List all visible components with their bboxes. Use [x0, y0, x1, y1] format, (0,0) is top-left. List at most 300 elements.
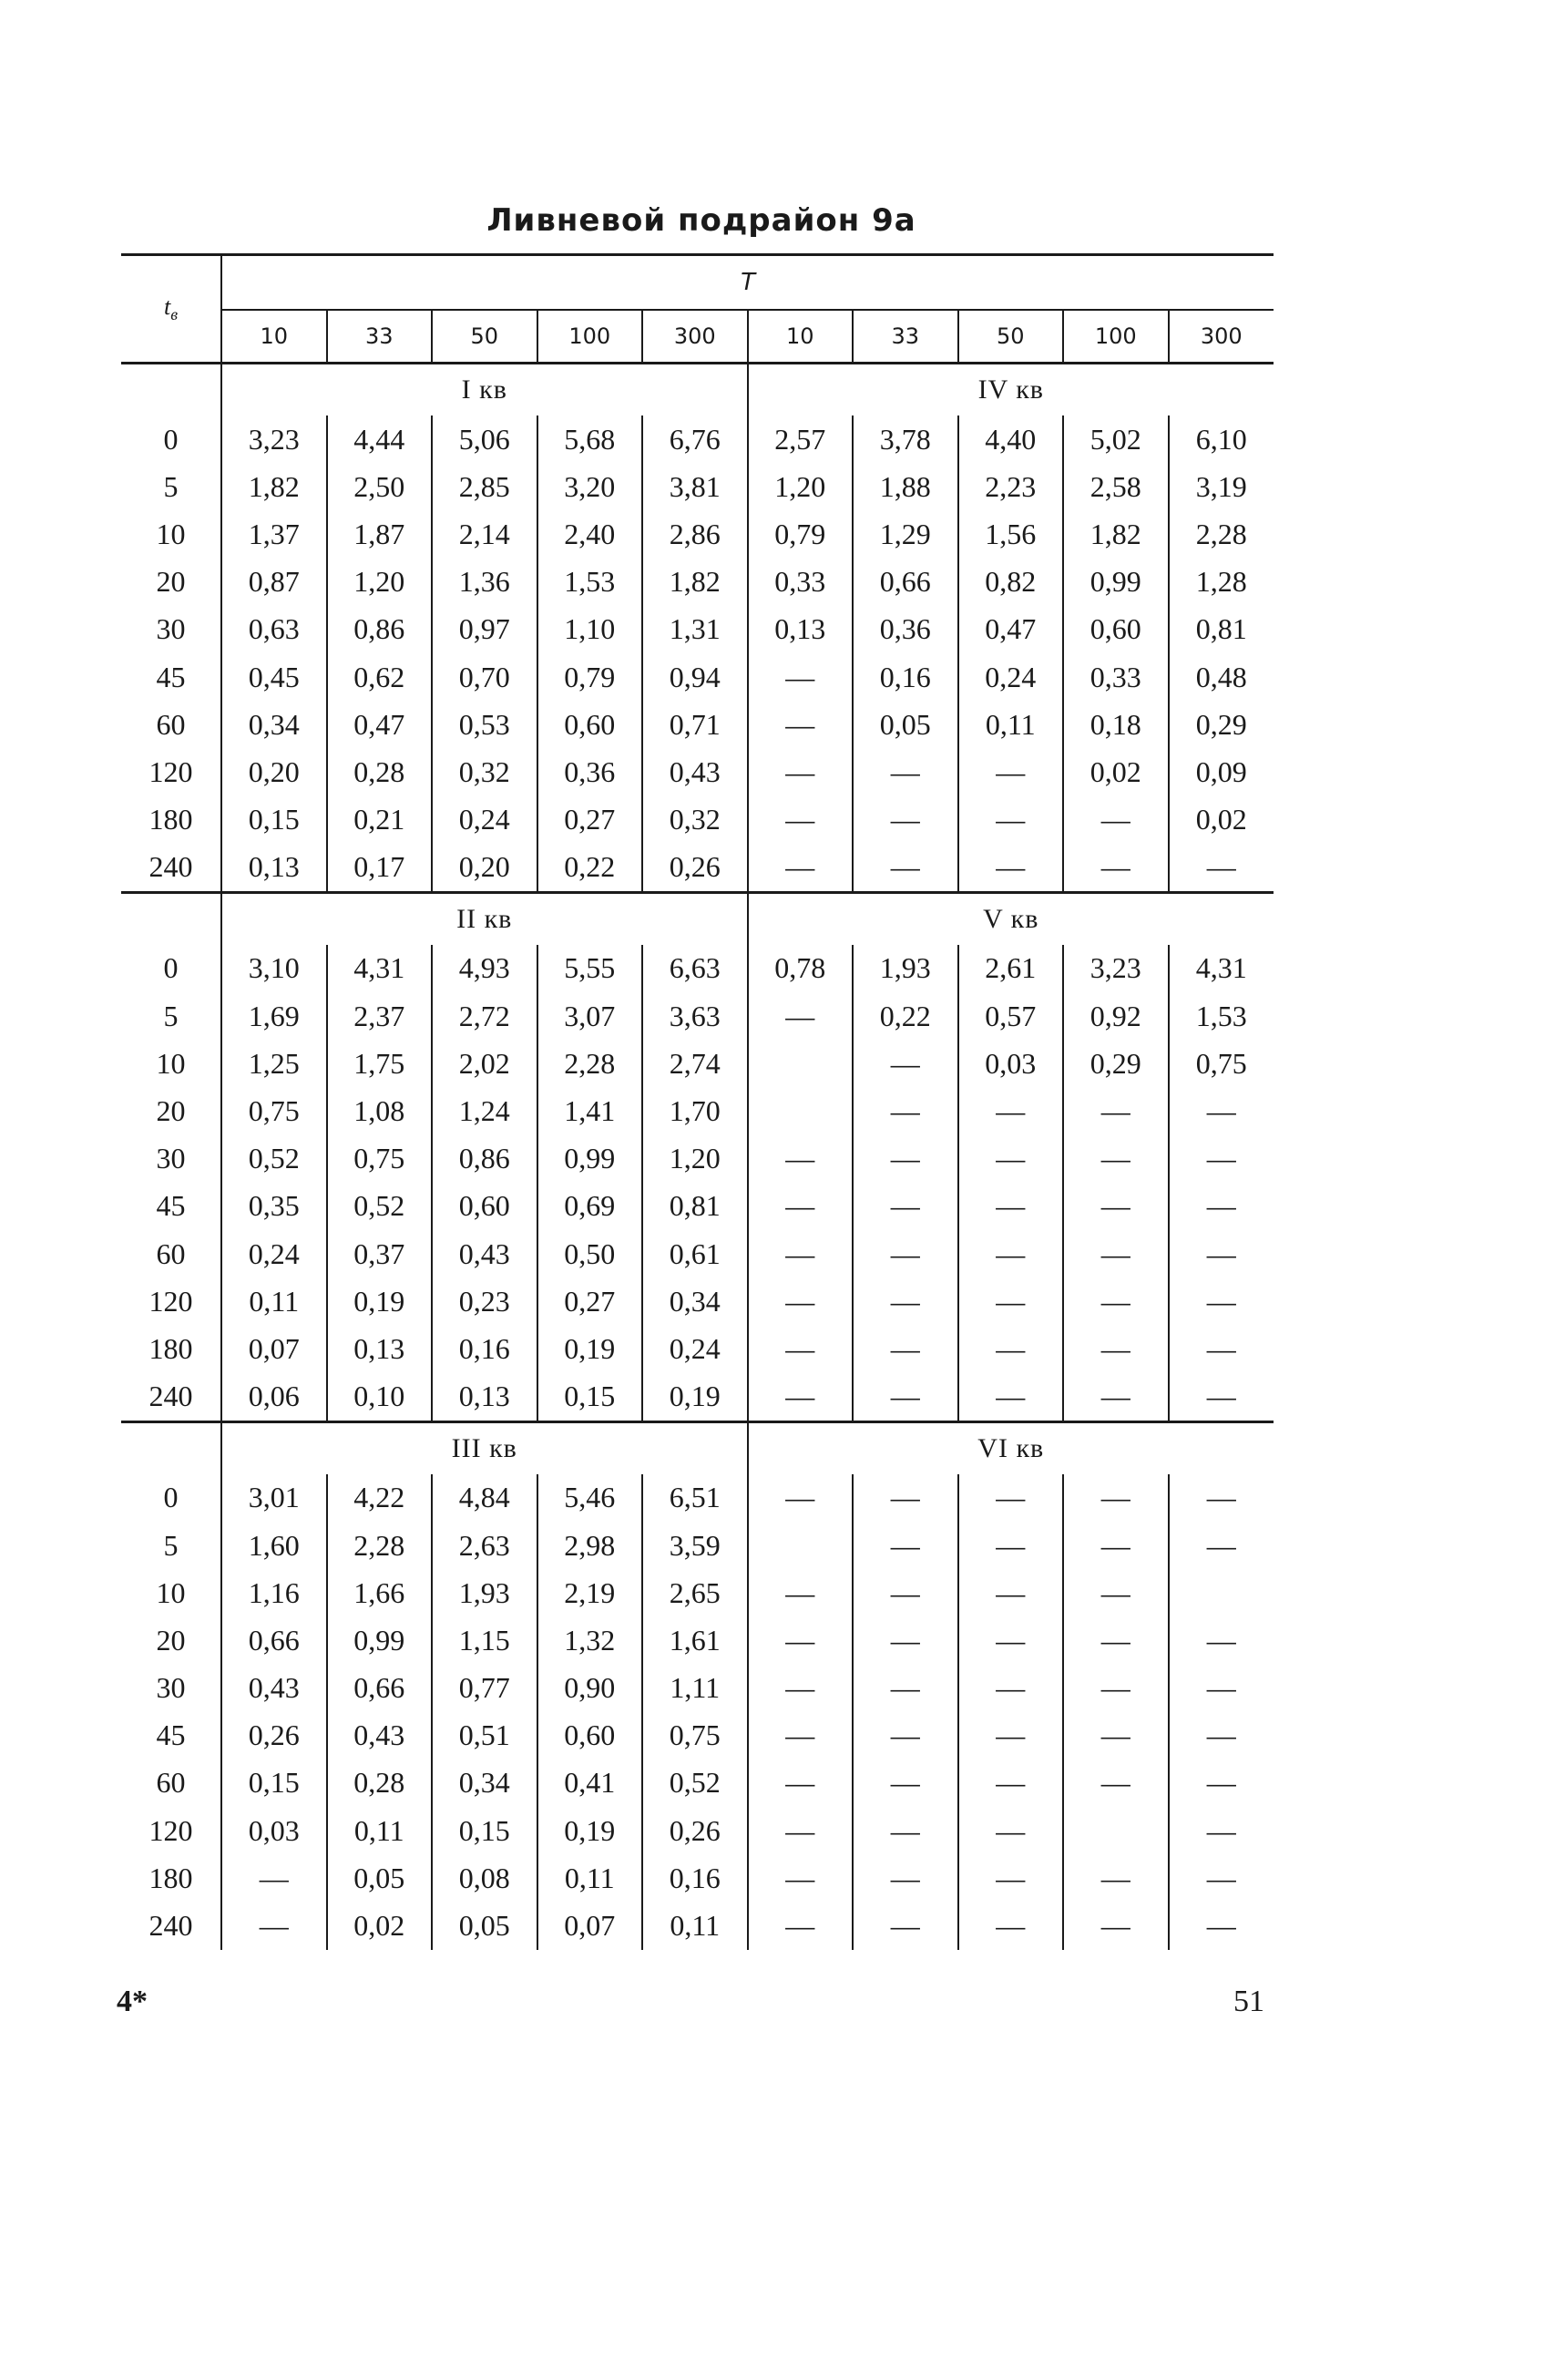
table-cell: 0,36 — [853, 606, 958, 653]
table-cell: — — [853, 1759, 958, 1807]
table-cell: — — [1169, 1474, 1274, 1522]
table-cell: 1,60 — [221, 1522, 327, 1569]
table-cell: 0,34 — [432, 1759, 537, 1807]
table-cell: 0,60 — [537, 1712, 643, 1759]
table-cell: — — [958, 1665, 1064, 1712]
table-cell: — — [221, 1854, 327, 1902]
table-cell: 3,78 — [853, 415, 958, 463]
table-cell: 0,45 — [221, 653, 327, 701]
table-cell: — — [1169, 1665, 1274, 1712]
table-row — [121, 1277, 1274, 1325]
table-cell: — — [1169, 1277, 1274, 1325]
table-cell: 0,99 — [537, 1135, 643, 1183]
table-cell: 2,57 — [748, 415, 854, 463]
row-t-value: 10 — [156, 1575, 186, 1609]
table-cell: 0,16 — [853, 653, 958, 701]
row-t-value: 30 — [156, 1142, 186, 1175]
row-t-value: 120 — [148, 1813, 193, 1847]
table-cell: — — [958, 1230, 1064, 1277]
table-cell: — — [853, 1373, 958, 1422]
table-cell: 3,59 — [642, 1522, 748, 1569]
table-cell: 0,47 — [958, 606, 1064, 653]
table-cell: — — [748, 992, 854, 1040]
row-t-value: 45 — [156, 1189, 186, 1223]
table-cell — [1169, 1569, 1274, 1616]
table-cell: 0,32 — [642, 796, 748, 844]
table-cell: — — [1063, 1616, 1169, 1664]
table-cell: — — [853, 1277, 958, 1325]
table-cell: 0,11 — [537, 1854, 643, 1902]
table-cell: 0,10 — [327, 1373, 433, 1422]
table-row — [121, 945, 1274, 992]
table-cell: — — [748, 653, 854, 701]
table-cell: 4,31 — [1169, 945, 1274, 992]
table-cell: 1,93 — [853, 945, 958, 992]
table-cell: 0,27 — [537, 796, 643, 844]
table-cell: 4,22 — [327, 1474, 433, 1522]
table-cell: — — [748, 1665, 854, 1712]
table-cell: — — [748, 1902, 854, 1949]
table-cell: — — [1169, 1087, 1274, 1134]
row-t-value: 60 — [156, 1236, 186, 1270]
table-cell: 0,60 — [537, 701, 643, 748]
table-cell: 0,50 — [537, 1230, 643, 1277]
table-cell: 0,24 — [642, 1325, 748, 1372]
table-cell: 0,75 — [642, 1712, 748, 1759]
table-cell: 2,28 — [537, 1040, 643, 1087]
table-cell: 1,25 — [221, 1040, 327, 1087]
table-cell: — — [1169, 1712, 1274, 1759]
table-cell: — — [1063, 1325, 1169, 1372]
table-cell: 2,19 — [537, 1569, 643, 1616]
empty-cell — [121, 1421, 221, 1474]
table-cell: — — [1169, 1135, 1274, 1183]
table-cell: 0,15 — [432, 1807, 537, 1854]
table-row — [121, 1474, 1274, 1522]
table-cell: 2,28 — [1169, 510, 1274, 558]
table-row — [121, 796, 1274, 844]
table-cell: — — [958, 1087, 1064, 1134]
table-cell: — — [1063, 1183, 1169, 1230]
table-cell: 1,16 — [221, 1569, 327, 1616]
table-cell: — — [1169, 1325, 1274, 1372]
table-cell: — — [958, 1522, 1064, 1569]
table-cell: — — [958, 1712, 1064, 1759]
table-cell: 0,13 — [221, 844, 327, 893]
table-cell: — — [1063, 844, 1169, 893]
table-cell: 2,37 — [327, 992, 433, 1040]
table-cell: — — [1063, 1474, 1169, 1522]
table-cell: 0,43 — [642, 748, 748, 795]
table-cell: — — [748, 796, 854, 844]
table-cell: — — [958, 1277, 1064, 1325]
table-cell: 0,33 — [1063, 653, 1169, 701]
t-value-header: 33 — [853, 310, 958, 364]
table-cell: 0,22 — [537, 844, 643, 893]
table-cell: — — [958, 1135, 1064, 1183]
table-row — [121, 1522, 1274, 1569]
table-cell: — — [853, 1087, 958, 1134]
page-number: 51 — [1233, 1985, 1264, 2018]
row-t-value: 240 — [148, 1909, 193, 1943]
row-t-value: 5 — [163, 1528, 179, 1562]
period-header-row — [121, 1421, 1274, 1474]
table-cell: 0,82 — [958, 559, 1064, 606]
table-cell: 3,23 — [1063, 945, 1169, 992]
table-cell: — — [958, 1902, 1064, 1949]
t-value-header: 50 — [958, 310, 1064, 364]
table-row — [121, 606, 1274, 653]
table-cell: — — [853, 1807, 958, 1854]
table-cell: 0,79 — [748, 510, 854, 558]
row-t-value: 30 — [156, 612, 186, 646]
table-cell: 0,15 — [221, 796, 327, 844]
table-cell: 0,05 — [853, 701, 958, 748]
row-label-header — [121, 255, 221, 364]
table-cell: 1,88 — [853, 463, 958, 510]
table-cell: 0,26 — [642, 844, 748, 893]
table-cell: 5,68 — [537, 415, 643, 463]
table-cell: — — [1063, 1712, 1169, 1759]
table-cell: 0,16 — [642, 1854, 748, 1902]
table-cell: 0,78 — [748, 945, 854, 992]
table-row — [121, 1230, 1274, 1277]
t-value-header: 100 — [1063, 310, 1169, 364]
table-cell: 0,28 — [327, 1759, 433, 1807]
table-cell: 4,84 — [432, 1474, 537, 1522]
table-cell: 1,69 — [221, 992, 327, 1040]
table-cell: 0,69 — [537, 1183, 643, 1230]
table-cell: — — [1169, 1854, 1274, 1902]
table-cell: 0,43 — [327, 1712, 433, 1759]
t-values-row — [121, 310, 1274, 364]
table-cell: 0,41 — [537, 1759, 643, 1807]
table-cell: 0,53 — [432, 701, 537, 748]
table-cell: 0,24 — [221, 1230, 327, 1277]
table-cell: — — [958, 1183, 1064, 1230]
table-cell: 0,13 — [327, 1325, 433, 1372]
period-label-left: II кв — [221, 892, 748, 945]
table-cell: 2,40 — [537, 510, 643, 558]
table-cell: 1,20 — [327, 559, 433, 606]
table-cell — [748, 1522, 854, 1569]
table-cell: 5,06 — [432, 415, 537, 463]
table-cell: — — [748, 1183, 854, 1230]
table-cell: 1,93 — [432, 1569, 537, 1616]
table-row — [121, 1665, 1274, 1712]
table-cell: 6,63 — [642, 945, 748, 992]
table-row — [121, 1854, 1274, 1902]
table-cell: 0,60 — [432, 1183, 537, 1230]
table-row — [121, 844, 1274, 893]
table-cell: 0,51 — [432, 1712, 537, 1759]
table-cell: — — [853, 1040, 958, 1087]
table-cell: 0,05 — [432, 1902, 537, 1949]
row-t-value: 120 — [148, 754, 193, 788]
table-cell: — — [958, 1373, 1064, 1422]
table-cell: 1,11 — [642, 1665, 748, 1712]
table-cell: 0,19 — [327, 1277, 433, 1325]
table-row — [121, 653, 1274, 701]
row-t-value: 10 — [156, 517, 186, 550]
row-t-value: 120 — [148, 1284, 193, 1318]
table-cell: 4,44 — [327, 415, 433, 463]
table-cell: — — [1169, 1902, 1274, 1949]
table-cell: 0,94 — [642, 653, 748, 701]
table-cell: — — [1063, 796, 1169, 844]
table-cell: 1,75 — [327, 1040, 433, 1087]
table-cell: 2,28 — [327, 1522, 433, 1569]
table-cell: — — [958, 796, 1064, 844]
table-cell: 1,28 — [1169, 559, 1274, 606]
table-cell: 1,53 — [1169, 992, 1274, 1040]
table-cell: 5,02 — [1063, 415, 1169, 463]
table-cell: 0,32 — [432, 748, 537, 795]
table-cell: 4,93 — [432, 945, 537, 992]
row-t-value: 20 — [156, 1623, 186, 1657]
table-cell: — — [748, 1135, 854, 1183]
table-row — [121, 1569, 1274, 1616]
table-cell: — — [1169, 1522, 1274, 1569]
table-cell: 6,51 — [642, 1474, 748, 1522]
table-cell: 1,29 — [853, 510, 958, 558]
table-cell: 0,70 — [432, 653, 537, 701]
table-cell: — — [958, 1616, 1064, 1664]
table-cell: 0,99 — [327, 1616, 433, 1664]
t-value-header: 100 — [537, 310, 643, 364]
table-cell: 0,07 — [221, 1325, 327, 1372]
table-cell: 0,05 — [327, 1854, 433, 1902]
table-cell: — — [1063, 1522, 1169, 1569]
table-cell: 0,35 — [221, 1183, 327, 1230]
table-cell: — — [748, 1277, 854, 1325]
table-cell: 0,86 — [327, 606, 433, 653]
table-cell: — — [853, 748, 958, 795]
row-t-value: 60 — [156, 707, 186, 741]
table-cell: — — [853, 1325, 958, 1372]
row-t-value: 45 — [156, 1718, 186, 1752]
table-cell: 0,52 — [327, 1183, 433, 1230]
table-cell: 2,98 — [537, 1522, 643, 1569]
table-cell: 0,77 — [432, 1665, 537, 1712]
table-cell: 1,56 — [958, 510, 1064, 558]
t-value-header: 300 — [642, 310, 748, 364]
table-cell: — — [748, 701, 854, 748]
t-value-header: 10 — [221, 310, 327, 364]
table-cell: — — [748, 1569, 854, 1616]
table-row — [121, 1135, 1274, 1183]
table-cell: 0,86 — [432, 1135, 537, 1183]
row-t-value: 10 — [156, 1046, 186, 1080]
table-cell: 0,19 — [537, 1807, 643, 1854]
table-cell: 0,52 — [221, 1135, 327, 1183]
table-cell: 0,18 — [1063, 701, 1169, 748]
table-cell: 4,40 — [958, 415, 1064, 463]
table-cell: 0,03 — [958, 1040, 1064, 1087]
table-cell: — — [1063, 1230, 1169, 1277]
empty-cell — [121, 364, 221, 416]
table-cell: 0,02 — [1063, 748, 1169, 795]
table-row — [121, 1807, 1274, 1854]
table-cell: 2,72 — [432, 992, 537, 1040]
table-cell: 0,92 — [1063, 992, 1169, 1040]
table-cell: 0,11 — [327, 1807, 433, 1854]
table-cell: — — [1063, 1373, 1169, 1422]
table-cell: 1,20 — [748, 463, 854, 510]
table-cell: 3,63 — [642, 992, 748, 1040]
table-row — [121, 992, 1274, 1040]
table-cell: — — [748, 1230, 854, 1277]
table-cell: 0,57 — [958, 992, 1064, 1040]
table-cell: 0,15 — [537, 1373, 643, 1422]
table-cell: — — [1169, 1616, 1274, 1664]
table-cell: 0,81 — [642, 1183, 748, 1230]
table-cell: 3,01 — [221, 1474, 327, 1522]
table-cell: 0,66 — [327, 1665, 433, 1712]
row-t-value: 30 — [156, 1671, 186, 1705]
table-cell: 0,07 — [537, 1902, 643, 1949]
table-cell: — — [853, 1616, 958, 1664]
table-cell: — — [748, 1325, 854, 1372]
table-cell: — — [748, 1854, 854, 1902]
table-cell: 6,10 — [1169, 415, 1274, 463]
table-cell: 1,20 — [642, 1135, 748, 1183]
table-cell: 0,97 — [432, 606, 537, 653]
table-cell: — — [853, 1522, 958, 1569]
table-cell: 1,37 — [221, 510, 327, 558]
table-cell: — — [853, 1135, 958, 1183]
row-t-value: 0 — [163, 951, 179, 985]
row-t-value: 240 — [148, 1380, 193, 1413]
table-row — [121, 1373, 1274, 1422]
table-cell: — — [1169, 1373, 1274, 1422]
table-cell: — — [1169, 844, 1274, 893]
table-cell: — — [958, 1807, 1064, 1854]
table-cell: 0,02 — [1169, 796, 1274, 844]
table-cell: 3,10 — [221, 945, 327, 992]
row-t-value: 180 — [148, 1331, 193, 1365]
table-cell: 0,19 — [642, 1373, 748, 1422]
rainfall-table — [121, 253, 1274, 1950]
table-cell: 0,09 — [1169, 748, 1274, 795]
table-cell: — — [748, 844, 854, 893]
table-cell: 0,37 — [327, 1230, 433, 1277]
table-cell: 0,66 — [853, 559, 958, 606]
table-cell: 0,11 — [221, 1277, 327, 1325]
table-row — [121, 1712, 1274, 1759]
table-cell — [748, 1040, 854, 1087]
t-value-header: 50 — [432, 310, 537, 364]
table-cell: 2,85 — [432, 463, 537, 510]
table-cell: 5,55 — [537, 945, 643, 992]
t-value-header: 33 — [327, 310, 433, 364]
table-cell: 1,41 — [537, 1087, 643, 1134]
table-cell: — — [748, 1759, 854, 1807]
table-cell: 0,99 — [1063, 559, 1169, 606]
row-t-value: 180 — [148, 803, 193, 836]
table-cell: 2,02 — [432, 1040, 537, 1087]
table-cell: — — [853, 1183, 958, 1230]
t-value-header: 10 — [748, 310, 854, 364]
table-cell: — — [853, 1569, 958, 1616]
row-label-sub: в — [170, 305, 179, 324]
table-cell: 0,20 — [221, 748, 327, 795]
table-cell: 0,79 — [537, 653, 643, 701]
period-label-right: V кв — [748, 892, 1274, 945]
table-row — [121, 559, 1274, 606]
table-cell: 0,27 — [537, 1277, 643, 1325]
table-cell: 1,66 — [327, 1569, 433, 1616]
row-t-value: 20 — [156, 1094, 186, 1128]
period-label-left: I кв — [221, 364, 748, 416]
table-cell: 0,20 — [432, 844, 537, 893]
table-cell: 2,86 — [642, 510, 748, 558]
table-cell: 0,87 — [221, 559, 327, 606]
table-cell: 6,76 — [642, 415, 748, 463]
table-cell: 3,20 — [537, 463, 643, 510]
signature-mark: 4* — [117, 1985, 148, 2018]
table-row — [121, 1325, 1274, 1372]
table-cell: — — [853, 1230, 958, 1277]
table-cell: 1,31 — [642, 606, 748, 653]
table-cell: — — [853, 1474, 958, 1522]
table-cell: 0,33 — [748, 559, 854, 606]
row-t-value: 0 — [163, 422, 179, 456]
table-cell: 0,24 — [432, 796, 537, 844]
table-cell: — — [1063, 1854, 1169, 1902]
table-cell: — — [748, 1616, 854, 1664]
table-cell: 0,75 — [1169, 1040, 1274, 1087]
table-cell: 0,22 — [853, 992, 958, 1040]
table-cell: 2,74 — [642, 1040, 748, 1087]
table-row — [121, 1087, 1274, 1134]
table-cell: — — [1063, 1759, 1169, 1807]
table-cell: 0,43 — [221, 1665, 327, 1712]
row-t-value: 60 — [156, 1766, 186, 1800]
table-cell: 0,63 — [221, 606, 327, 653]
table-row — [121, 510, 1274, 558]
table-cell: 0,71 — [642, 701, 748, 748]
table-cell: — — [1169, 1183, 1274, 1230]
table-cell: — — [853, 844, 958, 893]
table-cell: — — [853, 1902, 958, 1949]
table-cell: 2,61 — [958, 945, 1064, 992]
table-cell: 0,43 — [432, 1230, 537, 1277]
table-cell: 0,23 — [432, 1277, 537, 1325]
table-row — [121, 1183, 1274, 1230]
period-label-left: III кв — [221, 1421, 748, 1474]
table-cell: 1,87 — [327, 510, 433, 558]
table-cell: 3,23 — [221, 415, 327, 463]
table-cell: 1,53 — [537, 559, 643, 606]
table-cell: 1,61 — [642, 1616, 748, 1664]
table-cell: 1,08 — [327, 1087, 433, 1134]
table-cell: 0,13 — [748, 606, 854, 653]
table-cell: 0,11 — [642, 1902, 748, 1949]
table-cell — [748, 1087, 854, 1134]
table-cell: 0,06 — [221, 1373, 327, 1422]
table-cell: — — [958, 1854, 1064, 1902]
table-cell: 0,24 — [958, 653, 1064, 701]
table-cell: 0,17 — [327, 844, 433, 893]
table-cell: 1,15 — [432, 1616, 537, 1664]
table-cell: 0,03 — [221, 1807, 327, 1854]
table-row — [121, 1616, 1274, 1664]
table-cell: 1,36 — [432, 559, 537, 606]
table-cell: — — [958, 1474, 1064, 1522]
table-cell: 2,58 — [1063, 463, 1169, 510]
table-cell: — — [1169, 1230, 1274, 1277]
